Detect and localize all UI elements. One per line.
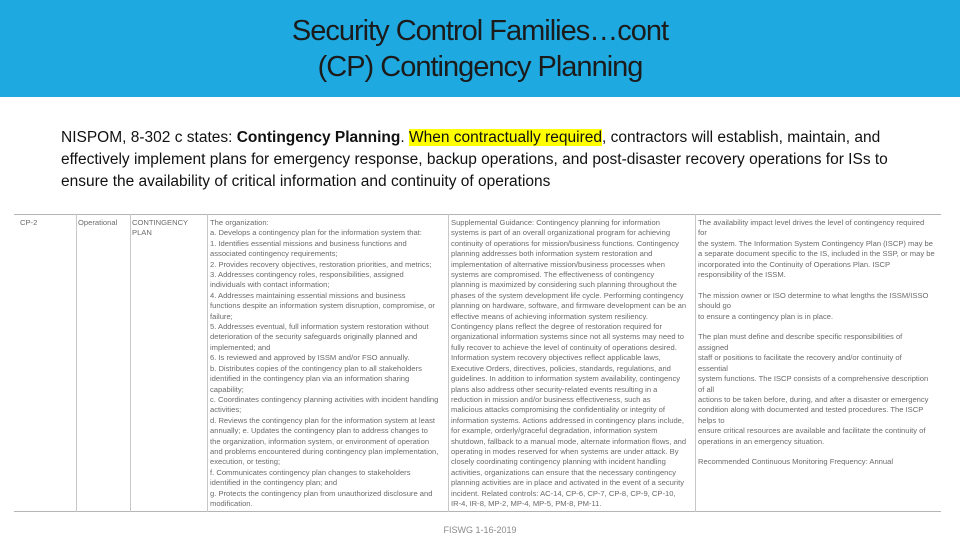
notes-text-line: of all — [698, 384, 715, 394]
notes-text-line: the system. The Information System Contingency Plan (ISCP) may be — [698, 238, 933, 248]
control-text-cell — [208, 215, 447, 512]
control-text-line: functions despite an information system disruption, compromise, or — [210, 301, 435, 311]
title-line-2: (CP) Contingency Planning — [317, 50, 643, 83]
intro-sep: . — [400, 129, 409, 146]
notes-text-line: to ensure a contingency plan is in place. — [698, 311, 834, 321]
control-text-line: a. Develops a contingency plan for the information system that: — [210, 228, 422, 238]
guidance-text-line: information systems. Actions addressed in contingency plans include, — [451, 415, 684, 425]
control-text-line: f. Communicates contingency plan changes to stakeholders — [210, 467, 411, 477]
notes-text-line: responsibility of the ISSM. — [698, 270, 786, 280]
guidance-text-line: IR-4, IR-8, MP-2, MP-4, MP-5, PM-8, PM-11. — [451, 498, 602, 508]
guidance-text-line: planning addresses both information system restoration and — [451, 249, 653, 259]
control-id: CP-2 — [20, 218, 38, 227]
guidance-text-line: Information system recovery objectives reflect applicable laws, — [451, 353, 661, 363]
notes-text-line: incorporated into the Continuity of Operations Plan. ISCP — [698, 259, 891, 269]
guidance-text-line: phases of the system development life cycle. Performing contingency — [451, 290, 684, 300]
guidance-text-line: systems is part of an overall organizational program for achieving — [451, 228, 671, 238]
guidance-text-line: planning is maximized by considering such planning throughout the — [451, 280, 677, 290]
notes-text-line: The mission owner or ISO determine to what lengths the ISSM/ISSO — [698, 290, 929, 300]
notes-text-line: for — [698, 228, 707, 238]
notes-text-line: The plan must define and describe specific responsibilities of — [698, 332, 903, 342]
notes-text-line: The availability impact level drives the level of contingency required — [698, 218, 925, 227]
notes-text-line: a separate document specific to the IS, included in the SSP, or may be — [698, 249, 935, 259]
notes-text-line: system functions. The ISCP consists of a comprehensive description — [698, 374, 929, 384]
control-text-line: 1. Identifies essential missions and business functions and — [210, 238, 407, 248]
guidance-text-line: closely coordinating contingency planning with incident handling — [451, 457, 666, 467]
table-divider — [448, 214, 449, 512]
control-name-line: CONTINGENCY — [132, 218, 189, 227]
control-text-line: the organization, information system, or environment of operation — [210, 436, 430, 446]
control-text-line: individuals with contact information; — [210, 280, 330, 290]
control-text-line: c. Coordinates contingency planning activities with incident handling — [210, 394, 439, 404]
control-text-line: implemented; and — [210, 342, 271, 352]
notes-text-line: helps to — [698, 415, 725, 425]
control-text-line: 4. Addresses maintaining essential missions and business — [210, 290, 406, 300]
guidance-text-line: systems are compromised. The effectiveness of contingency — [451, 270, 655, 280]
guidance-text-line: Contingency plans reflect the degree of restoration required for — [451, 322, 663, 332]
notes-text-line: essential — [698, 363, 728, 373]
control-text-line: 2. Provides recovery objectives, restoration priorities, and metrics; — [210, 259, 432, 269]
notes-text-line: condition along with documented and tested procedures. The ISCP — [698, 405, 924, 415]
control-text-line: execution, or testing; — [210, 457, 281, 467]
notes-text-line: should go — [698, 301, 731, 311]
notes-text-line: staff or positions to facilitate the recovery and/or continuity of — [698, 353, 902, 363]
guidance-text-line: Executive Orders, directives, policies, standards, regulations, and — [451, 363, 671, 373]
table-divider — [695, 214, 696, 512]
notes-text-line — [698, 322, 939, 332]
implementation-notes-cell — [696, 215, 941, 512]
control-table — [14, 214, 941, 512]
control-text-line: identified in the contingency plan via an information sharing — [210, 374, 410, 384]
control-text-line: 6. Is reviewed and approved by ISSM and/or FSO annually. — [210, 353, 410, 363]
control-text-line: activities; — [210, 405, 242, 415]
control-text-line: capability; — [210, 384, 244, 394]
table-divider — [207, 214, 208, 512]
guidance-text-line: planning on hardware, software, and firmware development can be an — [451, 301, 687, 311]
intro-paragraph — [61, 127, 921, 193]
control-text-line: deterioration of the security safeguards originally planned and — [210, 332, 418, 342]
intro-bold: Contingency Planning — [236, 129, 401, 146]
intro-prefix: NISPOM, 8-302 c states: — [61, 129, 237, 146]
notes-text-line — [698, 280, 939, 290]
control-text-line: The organization: — [210, 218, 269, 227]
footer-label: FISWG 1-16-2019 — [443, 525, 517, 535]
control-text-line: b. Distributes copies of the contingency plan to all stakeholders — [210, 363, 422, 373]
guidance-text-line: implementation of alternative mission/business processes when — [451, 259, 665, 269]
control-text-line: annually; e. Updates the contingency plan to address changes to — [210, 426, 428, 436]
control-text-line: failure; — [210, 311, 233, 321]
guidance-text-line: for example, orderly/graceful degradation, information system — [451, 426, 658, 436]
control-text-line: associated contingency requirements; — [210, 249, 338, 259]
control-id-cell — [18, 215, 74, 512]
control-text-line: d. Reviews the contingency plan for the information system at least — [210, 415, 435, 425]
guidance-text-line: effective means of achieving information system resiliency. — [451, 311, 648, 321]
title-banner — [0, 0, 960, 97]
intro-rest: , contractors will establish, maintain, and effectively implement plans for emergency response, backup operations, and post-disaster recovery operations for ISs to ensure the availability of critical information and continuity of operations — [61, 129, 888, 190]
guidance-text-line: activities, organizations can ensure that the necessary contingency — [451, 467, 676, 477]
intro-highlight: When contractually required — [408, 129, 602, 146]
control-text-line: g. Protects the contingency plan from unauthorized disclosure and — [210, 488, 433, 498]
control-class-cell — [76, 215, 130, 512]
title-line-1: Security Control Families…cont — [291, 14, 669, 47]
guidance-text-line: continuity of operations for mission/business functions. Contingency — [451, 238, 679, 248]
control-name-cell — [130, 215, 208, 512]
guidance-text-line: guidelines. In addition to information system availability, contingency — [451, 374, 681, 384]
guidance-text-line: plans also address other security-related events resulting in a — [451, 384, 658, 394]
guidance-text-line: fully recover to achieve the level of continuity of operations desired. — [451, 342, 677, 352]
supplemental-guidance-cell — [449, 215, 695, 512]
control-class: Operational — [78, 218, 118, 227]
control-text-line: modification. — [210, 498, 253, 508]
control-text-line: and problems encountered during contingency plan implementation, — [210, 446, 439, 456]
table-divider — [76, 214, 77, 512]
control-text-line: 5. Addresses eventual, full information system restoration without — [210, 322, 429, 332]
guidance-text-line: malicious attacks compromising the confidentiality or integrity of — [451, 405, 665, 415]
guidance-text-line: organizational information systems since not all systems may need to — [451, 332, 684, 342]
control-name-line: PLAN — [132, 228, 152, 238]
notes-text-line — [698, 447, 939, 457]
notes-text-line: assigned — [698, 342, 729, 352]
guidance-text-line: planning activities are in place and activated in the event of a security — [451, 478, 685, 488]
notes-text-line: operations in an emergency situation. — [698, 436, 825, 446]
guidance-text-line: shutdown, fallback to a manual mode, alternate information flows, and — [451, 436, 687, 446]
table-divider — [130, 214, 131, 512]
notes-text-line: actions to be taken before, during, and after a disaster or emergency — [698, 394, 929, 404]
control-text-line: identified in the contingency plan; and — [210, 478, 338, 488]
guidance-text-line: Supplemental Guidance: Contingency planning for information — [451, 218, 660, 227]
guidance-text-line: operating in modes reserved for when systems are under attack. By — [451, 446, 679, 456]
notes-text-line: Recommended Continuous Monitoring Frequency: Annual — [698, 457, 894, 467]
control-text-line: 3. Addresses contingency roles, responsibilities, assigned — [210, 270, 404, 280]
guidance-text-line: incident. Related controls: AC-14, CP-6, CP-7, CP-8, CP-9, CP-10, — [451, 488, 676, 498]
notes-text-line: ensure critical resources are available and facilitate the continuity of — [698, 426, 926, 436]
guidance-text-line: reduction in mission and/or business effectiveness, such as — [451, 394, 651, 404]
